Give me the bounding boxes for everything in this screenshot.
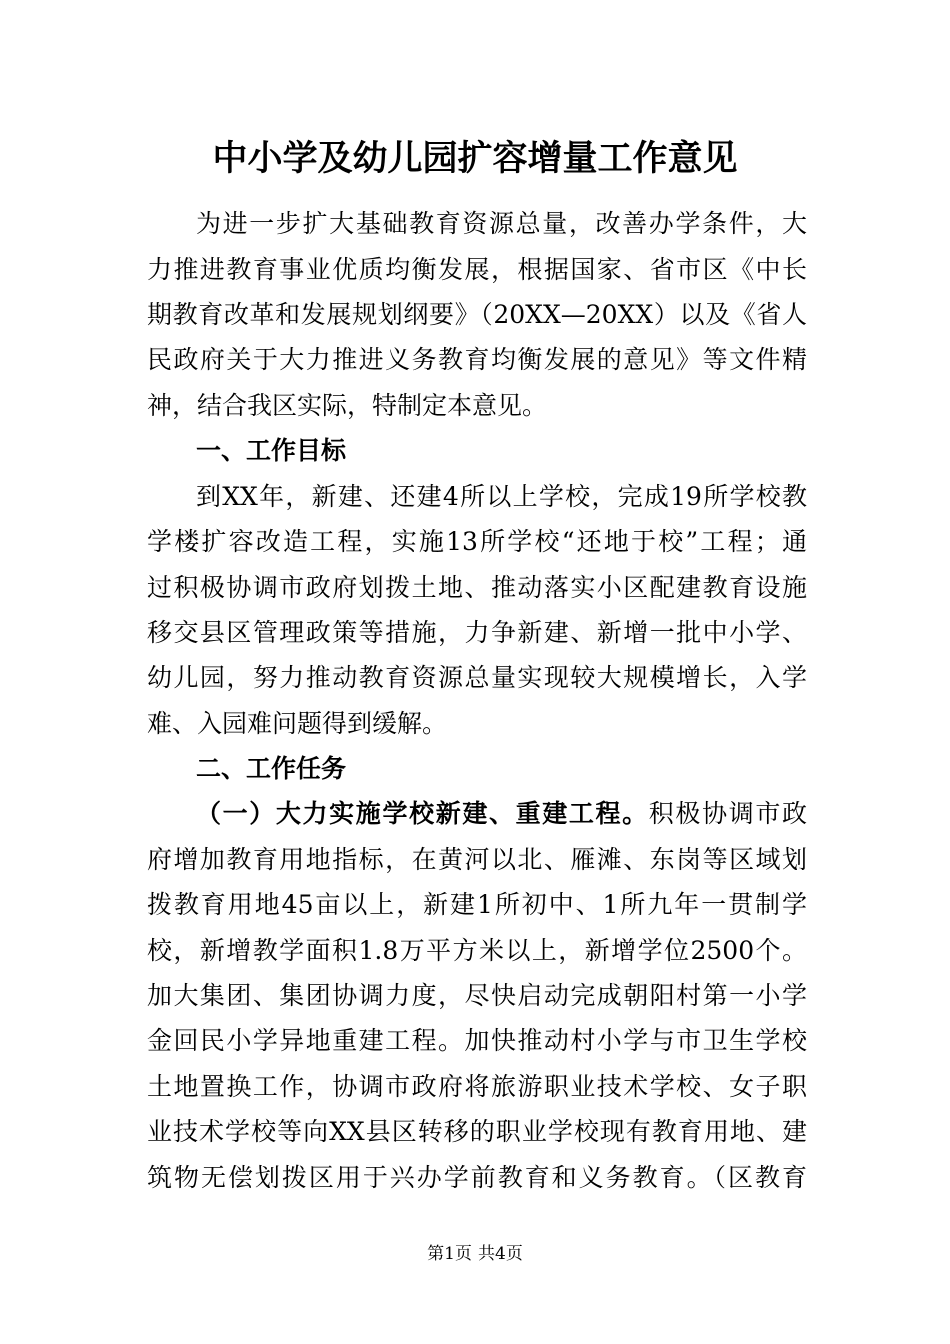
tasks-line-first-text: 积极协调市政 — [648, 799, 807, 828]
intro-line: 为进一步扩大基础教育资源总量，改善办学条件，大 — [196, 209, 807, 238]
tasks-line-first — [196, 797, 807, 831]
section-heading-goals: 一、工作目标 — [196, 436, 347, 465]
tasks-line: 筑物无偿划拨区用于兴办学前教育和义务教育。（区教育 — [147, 1163, 807, 1192]
goals-line: 移交县区管理政策等措施，力争新建、新增一批中小学、 — [147, 618, 807, 647]
intro-line: 力推进教育事业优质均衡发展，根据国家、省市区《中长 — [147, 255, 807, 284]
tasks-line: 校，新增教学面积1.8万平方米以上，新增学位2500个。 — [147, 936, 807, 965]
intro-line: 期教育改革和发展规划纲要》（20XX—20XX）以及《省人 — [147, 300, 807, 329]
intro-line: 民政府关于大力推进义务教育均衡发展的意见》等文件精 — [147, 345, 807, 374]
goals-line: 到XX年，新建、还建4所以上学校，完成19所学校教 — [196, 482, 807, 511]
document-title: 中小学及幼儿园扩容增量工作意见 — [212, 138, 738, 179]
tasks-line: 金回民小学异地重建工程。加快推动村小学与市卫生学校 — [147, 1026, 807, 1055]
goals-line: 难、入园难问题得到缓解。 — [147, 709, 448, 738]
goals-line: 幼儿园，努力推动教育资源总量实现较大规模增长，入学 — [147, 663, 807, 692]
page-number: 第1页 — [427, 1244, 472, 1264]
tasks-line: 土地置换工作，协调市政府将旅游职业技术学校、女子职 — [147, 1072, 807, 1101]
tasks-line: 加大集团、集团协调力度，尽快启动完成朝阳村第一小学 — [147, 981, 807, 1010]
goals-line: 学楼扩容改造工程，实施13所学校“还地于校”工程；通 — [147, 527, 807, 556]
tasks-line: 拨教育用地45亩以上，新建1所初中、1所九年一贯制学 — [147, 890, 807, 919]
intro-line: 神，结合我区实际，特制定本意见。 — [147, 391, 548, 420]
goals-line: 过积极协调市政府划拨土地、推动落实小区配建教育设施 — [147, 573, 807, 602]
page-total: 共4页 — [478, 1244, 523, 1264]
page-footer — [0, 1242, 950, 1266]
tasks-line: 业技术学校等向XX县区转移的职业学校现有教育用地、建 — [147, 1117, 807, 1146]
subsection-heading: （一）大力实施学校新建、重建工程。 — [196, 799, 649, 828]
tasks-line: 府增加教育用地指标，在黄河以北、雁滩、东岗等区域划 — [147, 845, 807, 874]
section-heading-tasks: 二、工作任务 — [196, 754, 347, 783]
